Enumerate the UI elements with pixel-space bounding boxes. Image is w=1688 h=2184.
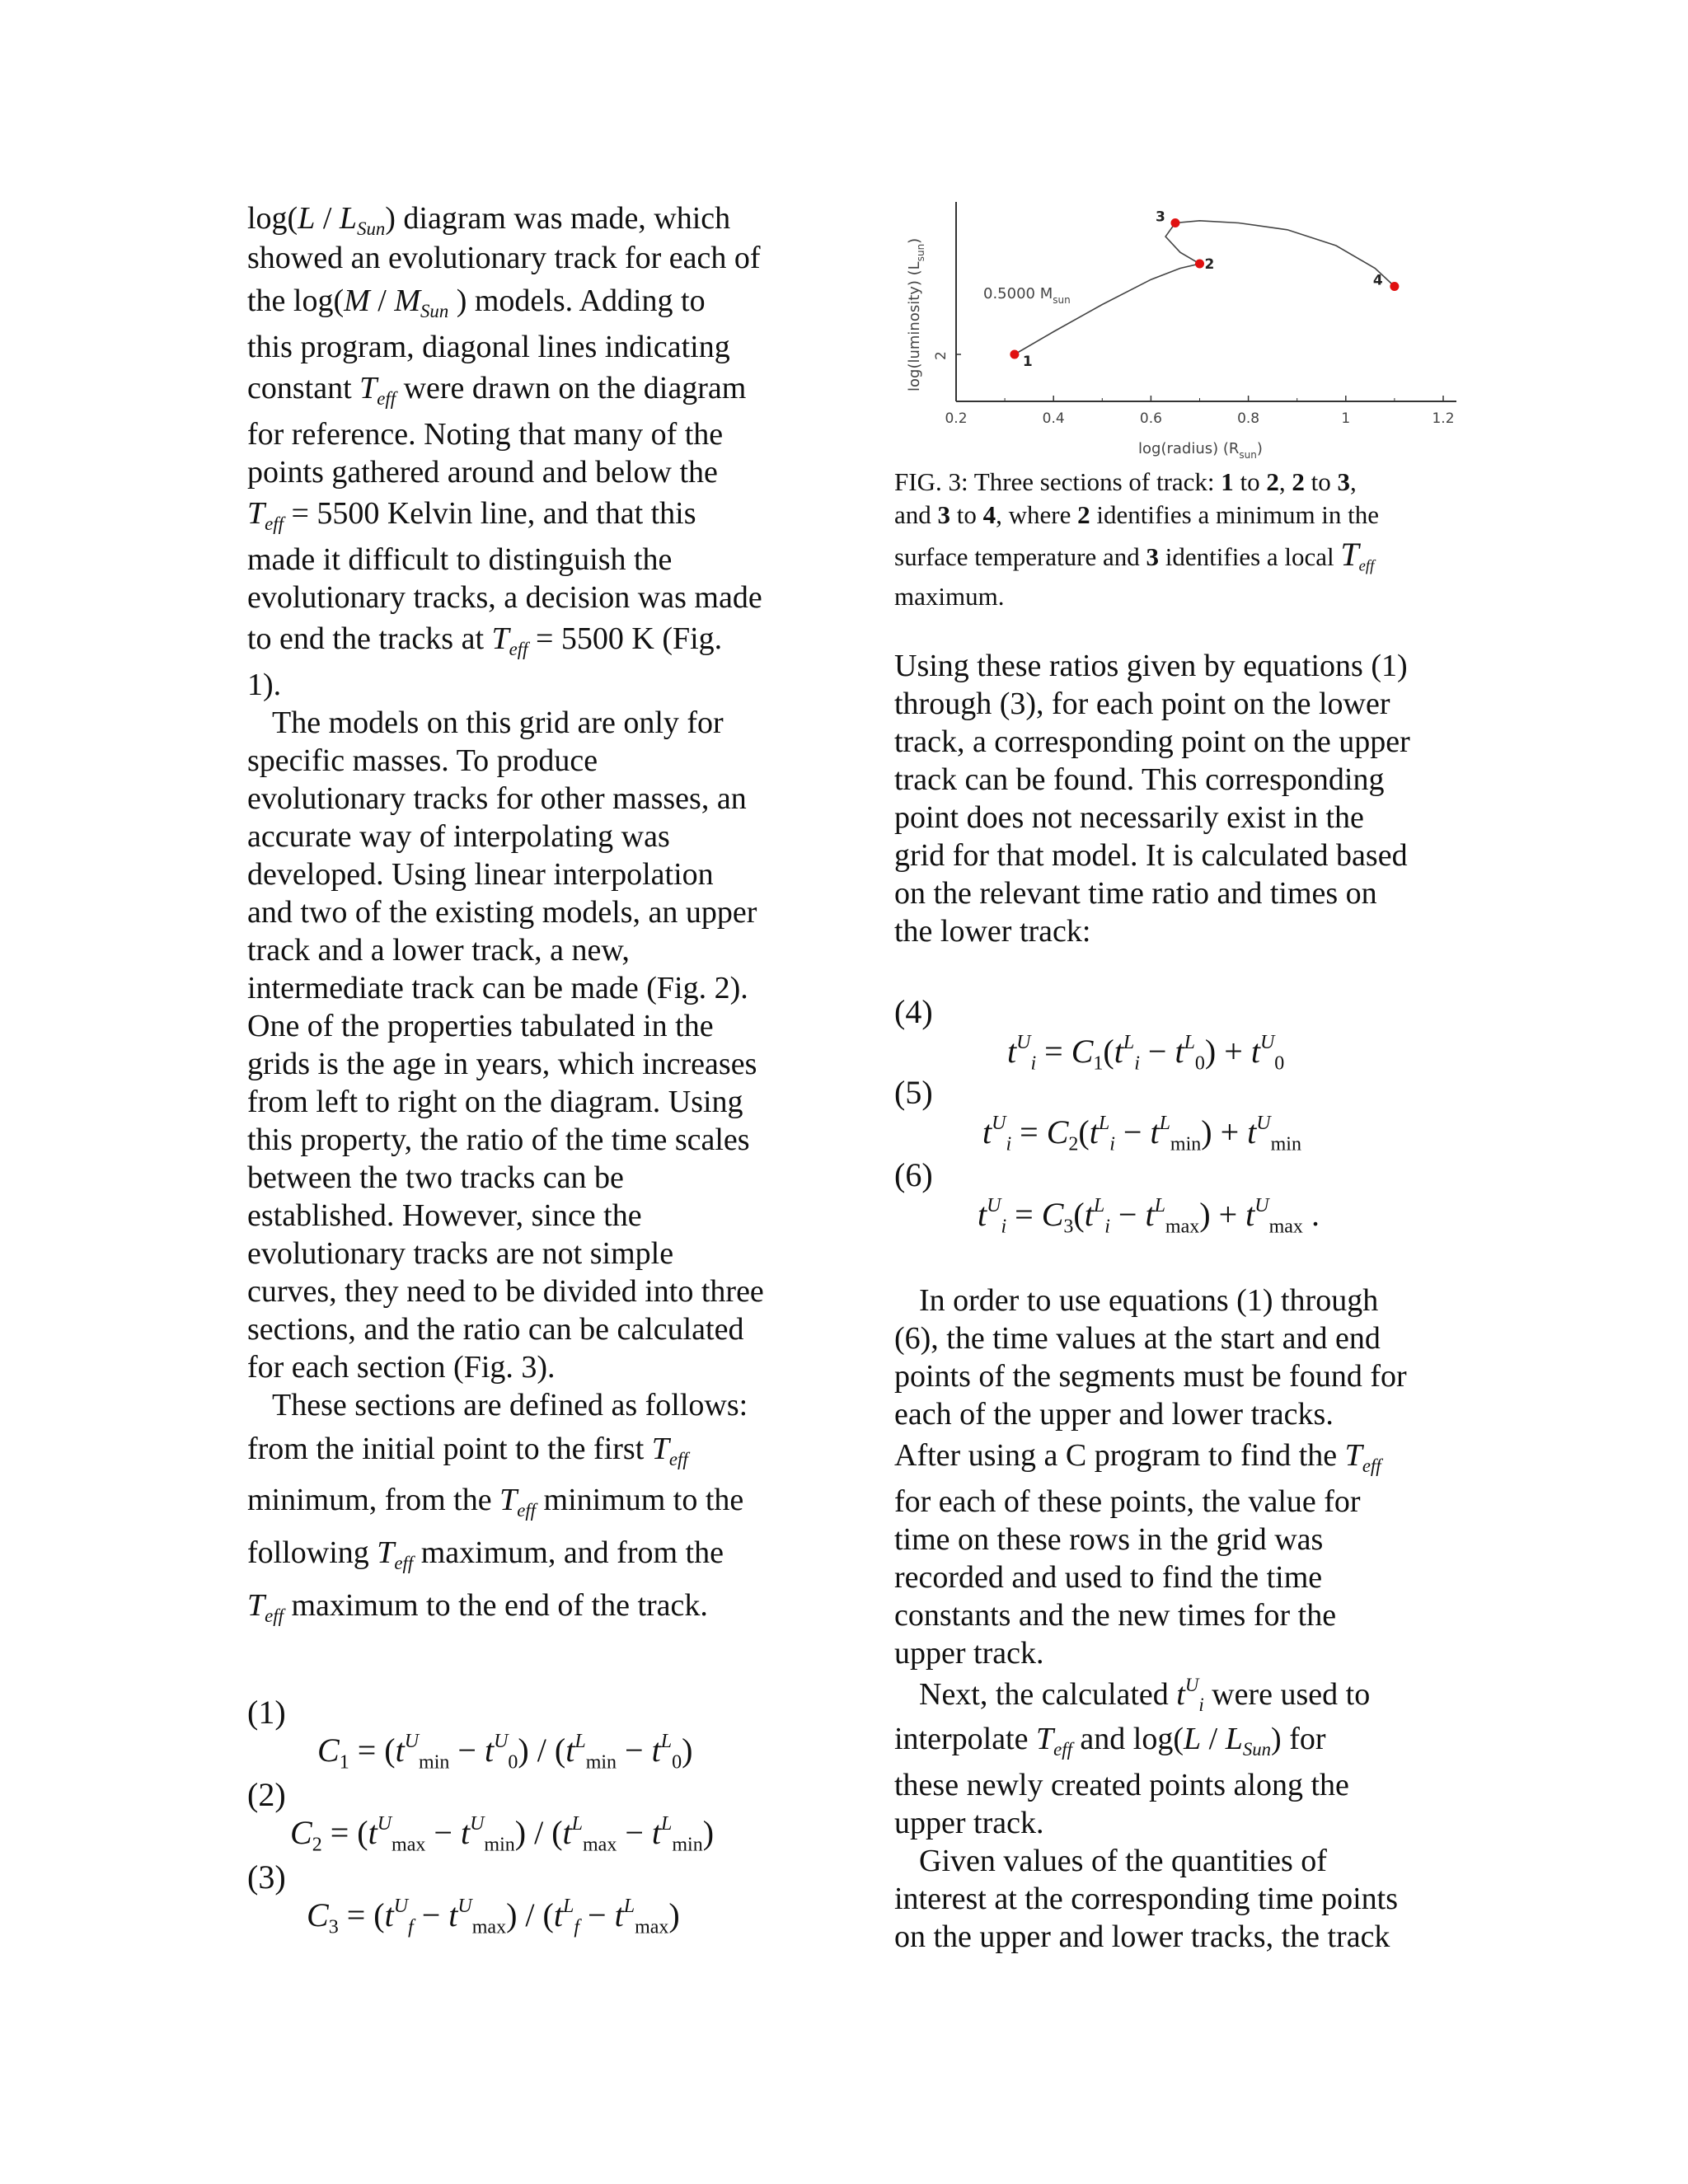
text-line: accurate way of interpolating was [247, 819, 670, 854]
right-column [894, 647, 1455, 950]
marked-point-label: 3 [1155, 209, 1165, 226]
text-line: established. However, since the [247, 1198, 642, 1233]
text-line: and two of the existing models, an upper [247, 895, 757, 930]
text-line: upper track. [894, 1636, 1044, 1671]
x-tick-label: 1 [1341, 410, 1351, 427]
text-line: evolutionary tracks are not simple [247, 1236, 674, 1271]
caption-line: maximum. [894, 582, 1005, 611]
equation-number: (5) [894, 1074, 933, 1111]
text-line: $T_{eff}$ maximum to the end of the track. [247, 1588, 708, 1626]
x-ticks [945, 396, 1454, 427]
text-line: on the relevant time ratio and times on [894, 876, 1377, 911]
text-line: minimum, from the $T_{eff}$ minimum to the [247, 1483, 744, 1521]
equation-4: $t^U_i = C_1(t^L_i - t^L_0) + t^U_0$ [1007, 1032, 1285, 1075]
equation-number: (1) [247, 1694, 286, 1731]
text-line: through (3), for each point on the lower [894, 687, 1390, 721]
text-line: $\log(L / L_{Sun})$ diagram was made, which [247, 201, 731, 239]
paragraph-3 [247, 1386, 824, 1632]
equation-2: $C_2 = (t^U_{max} - t^U_{min}) / (t^L_{max} - t^L_{min})$ [290, 1813, 715, 1856]
text-line: grid for that model. It is calculated based [894, 838, 1408, 873]
text-line: for each of these points, the value for [894, 1484, 1361, 1519]
paragraph-1 [247, 198, 824, 704]
equation-number: (4) [894, 993, 933, 1030]
text-line: curves, they need to be divided into three [247, 1274, 764, 1309]
text-line: 1). [247, 668, 282, 702]
text-line: for each section (Fig. 3). [247, 1350, 556, 1385]
text-line: sections, and the ratio can be calculated [247, 1312, 744, 1347]
paragraph-7 [894, 1842, 1463, 1956]
text-line: Next, the calculated $t^U_i$ were used to [919, 1675, 1371, 1715]
text-line: intermediate track can be made (Fig. 2). [247, 971, 748, 1005]
equation-6: $t^U_i = C_3(t^L_i - t^L_{max}) + t^U_{max}$ . [978, 1195, 1320, 1238]
figure-caption [894, 466, 1455, 613]
figure-3-chart [894, 194, 1471, 466]
text-line: Given values of the quantities of [919, 1844, 1327, 1878]
paragraph-4 [894, 647, 1455, 950]
y-axis-label: log(luminosity) $(L_{sun})$ [906, 237, 926, 391]
text-line: interest at the corresponding time points [894, 1882, 1399, 1916]
paragraph-6 [894, 1672, 1463, 1842]
text-line: between the two tracks can be [247, 1160, 624, 1195]
text-line: these newly created points along the [894, 1768, 1349, 1802]
text-line: These sections are defined as follows: [272, 1388, 748, 1422]
text-line: for reference. Noting that many of the [247, 417, 724, 452]
text-line: constants and the new times for the [894, 1598, 1337, 1633]
text-line: the lower track: [894, 914, 1091, 949]
text-line: time on these rows in the grid was [894, 1522, 1324, 1557]
marked-point-1 [1010, 350, 1019, 359]
text-line: showed an evolutionary track for each of [247, 241, 761, 275]
x-tick-label: 1.2 [1432, 410, 1455, 427]
left-column [247, 198, 824, 1632]
text-line: grids is the age in years, which increases [247, 1047, 757, 1081]
marked-point-label: 4 [1372, 272, 1383, 289]
x-tick-label: 0.6 [1139, 410, 1162, 427]
text-line: track and a lower track, a new, [247, 933, 630, 968]
caption-line: and 3 to 4, where 2 identifies a minimum in the [894, 500, 1380, 529]
x-tick-label: 0.8 [1237, 410, 1260, 427]
text-line: to end the tracks at $T_{eff} = 5500$ K (Fig. [247, 621, 723, 659]
x-axis-label: log(radius) $(R_{sun})$ [1138, 440, 1263, 461]
equation-number: (6) [894, 1156, 933, 1193]
equation-5: $t^U_i = C_2(t^L_i - t^L_{min}) + t^U_{min}$ [982, 1113, 1301, 1155]
paragraph-5 [894, 1282, 1463, 1672]
text-line: from the initial point to the first $T_{eff}$ [247, 1432, 688, 1469]
text-line: made it difficult to distinguish the [247, 542, 673, 577]
text-line: upper track. [894, 1806, 1044, 1840]
marked-point-label: 1 [1022, 354, 1033, 370]
text-line: The models on this grid are only for [272, 705, 724, 740]
text-line: this program, diagonal lines indicating [247, 330, 730, 364]
text-line: recorded and used to find the time [894, 1560, 1323, 1595]
text-line: from left to right on the diagram. Using [247, 1085, 743, 1119]
evolutionary-track-line [1015, 221, 1395, 354]
series-label: 0.5000 $M_{sun}$ [983, 285, 1071, 306]
equation-number: (3) [247, 1858, 286, 1896]
text-line: on the upper and lower tracks, the track [894, 1919, 1390, 1954]
x-tick-label: 0.4 [1042, 410, 1065, 427]
text-line: points gathered around and below the [247, 455, 718, 490]
x-tick-label: 0.2 [945, 410, 968, 427]
marked-point-4 [1390, 282, 1399, 291]
equation-3: $C_3 = (t^U_f - t^U_{max}) / (t^L_f - t^L_{max})$ [307, 1896, 680, 1938]
text-line: specific masses. To produce [247, 743, 598, 778]
text-line: constant $T_{eff}$ were drawn on the diagram [247, 371, 747, 409]
caption-line: surface temperature and 3 identifies a local $T_{eff}$ [894, 536, 1375, 575]
text-line: evolutionary tracks for other masses, an [247, 781, 747, 816]
text-line: (6), the time values at the start and end [894, 1321, 1381, 1356]
text-line: track can be found. This corresponding [894, 762, 1385, 797]
text-line: each of the upper and lower tracks. [894, 1397, 1334, 1432]
text-line: developed. Using linear interpolation [247, 857, 714, 892]
text-line: Using these ratios given by equations (1) [894, 649, 1408, 683]
text-line: One of the properties tabulated in the [247, 1009, 714, 1043]
marked-points [1010, 209, 1399, 371]
text-line: In order to use equations (1) through [919, 1283, 1379, 1318]
text-line: the $\log(M / M_{Sun}$ ) models. Adding to [247, 284, 706, 321]
text-line: interpolate $T_{eff}$ and $\log(L / L_{Sun})$ for [894, 1722, 1326, 1760]
y-tick-label: 2 [933, 351, 950, 360]
text-line: point does not necessarily exist in the [894, 800, 1364, 835]
right-column-lower [894, 1282, 1463, 1956]
text-line: After using a C program to find the $T_{eff}$ [894, 1438, 1381, 1476]
equation-number: (2) [247, 1776, 286, 1813]
text-line: following $T_{eff}$ maximum, and from the [247, 1535, 724, 1573]
paragraph-2 [247, 704, 824, 1386]
marked-point-2 [1195, 260, 1204, 269]
marked-point-3 [1170, 218, 1179, 227]
text-line: this property, the ratio of the time scales [247, 1122, 750, 1157]
text-line: $T_{eff} = 5500$ Kelvin line, and that this [247, 496, 696, 534]
text-line: track, a corresponding point on the upper [894, 724, 1410, 759]
text-line: points of the segments must be found for [894, 1359, 1407, 1394]
marked-point-label: 2 [1204, 256, 1215, 273]
caption-line: FIG. 3: Three sections of track: 1 to 2, 2 to 3, [894, 467, 1357, 496]
text-line: evolutionary tracks, a decision was made [247, 580, 762, 615]
equation-1: $C_1 = (t^U_{min} - t^U_0) / (t^L_{min} - t^L_0)$ [317, 1731, 693, 1774]
